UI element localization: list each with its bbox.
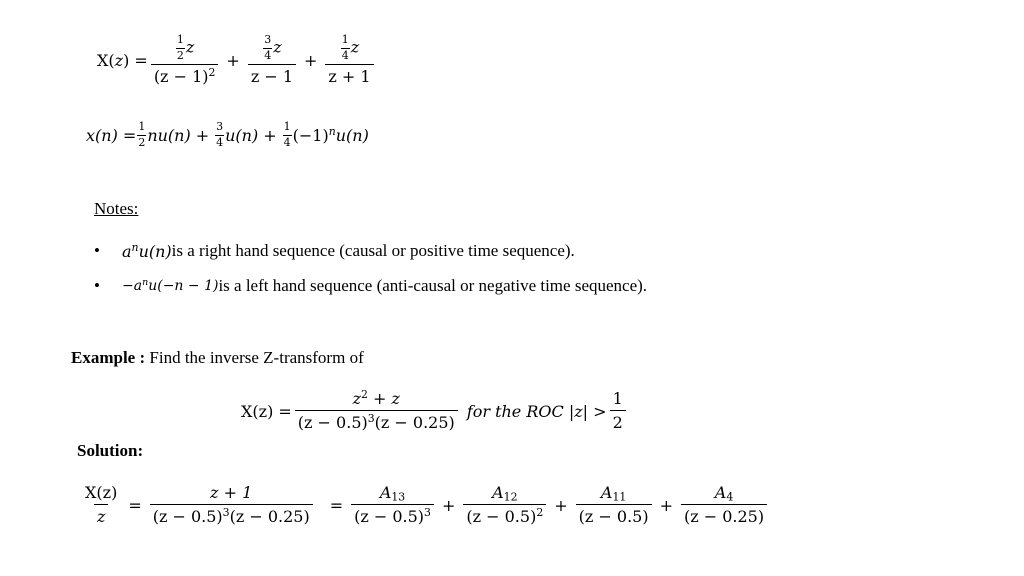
eq3-lhs: X(z) = <box>241 401 292 421</box>
eq4-lhs-fraction: $\frac{X(z)}{z}$ <box>85 483 118 527</box>
eq1-lhs: X(z) = <box>97 50 148 70</box>
eq1-term2: $\frac{3}{4}$ z z − 1 <box>248 34 296 87</box>
eq2-term2: u(n) <box>225 125 259 145</box>
eq1-term3-coef: $\frac{1}{4}$ <box>341 33 349 62</box>
eq1-term2-coef: $\frac{3}{4}$ <box>264 33 272 62</box>
notes-item-2 <box>94 276 647 296</box>
eq2-term1: nu(n) <box>147 125 191 145</box>
equation-example-xz <box>241 390 629 433</box>
eq1-term1-coef: $\frac{1}{2}$ <box>176 33 184 62</box>
example-label: Example : <box>71 348 146 367</box>
eq3-roc-fraction: $\frac{1}{2}$ <box>610 390 626 433</box>
bullet-icon: • <box>94 276 100 295</box>
eq1-term3: $\frac{1}{4}$ z z + 1 <box>325 34 373 87</box>
notes-item-1 <box>94 241 575 261</box>
eq4-term-a13: $\frac{A_{13}}{(z - 0.5)^3}$ <box>351 484 434 527</box>
eq2-coef2: $\frac{3}{4}$ <box>216 120 224 149</box>
equation-xn-inverse: x(n) = $\frac{1}{2}$ nu(n) + $\frac{3}{4}$ u(n) + $\frac{1}{4}$ $(-1)^nu(n)$ <box>86 120 369 149</box>
eq4-term-a12: $\frac{A_{12}}{(z - 0.5)^2}$ <box>463 484 546 527</box>
bullet-icon: • <box>94 241 100 260</box>
example-line <box>71 348 364 368</box>
eq2-coef3: $\frac{1}{4}$ <box>283 120 291 149</box>
eq2-lhs: x(n) = <box>86 125 137 145</box>
eq4-term-a11: $\frac{A_{11}}{(z - 0.5)}$ <box>576 484 652 527</box>
eq3-fraction: $\frac{z^2 + z}{(z - 0.5)^3(z - 0.25)}$ <box>295 390 458 433</box>
eq1-term1: $\frac{1}{2}$ z $(z - 1)^2$ <box>151 34 219 87</box>
notes-heading: Notes: <box>94 199 139 218</box>
notes-item-2-text: is a left hand sequence (anti-causal or negative time sequence). <box>218 276 648 295</box>
eq4-term-a4: $\frac{A_4}{(z - 0.25)}$ <box>681 484 767 527</box>
eq3-roc: for the ROC |z| > <box>466 401 607 421</box>
eq4-mid-fraction: $\frac{z + 1}{(z - 0.5)^3(z - 0.25)}$ <box>150 484 313 527</box>
solution-label: Solution: <box>77 441 144 460</box>
example-text: Find the inverse Z-transform of <box>149 348 364 367</box>
eq2-coef1: $\frac{1}{2}$ <box>138 120 146 149</box>
notes-item-1-math: $a^nu(n)$ <box>122 240 172 261</box>
notes-item-2-math: $-a^nu(-n - 1)$ <box>122 276 219 294</box>
equation-xz-partial-fractions: X(z) = $\frac{1}{2}$ z $(z - 1)^2$ + $\frac{3}{4}$ z z − 1 + $\frac{1}{4}$ z z + 1 <box>97 34 377 87</box>
equation-partial-expansion: $\frac{X(z)}{z}$ = $\frac{z + 1}{(z - 0.5)^3(z - 0.25)}$ = $\frac{A_{13}}{(z - 0.5)^3}$ + $\frac{A_{12}}{(z - 0.5)^2}$ + $\frac{A_{11}}{(z - 0.5)}$ + $\frac{A_4}{(z - 0.25)}$ <box>79 484 770 527</box>
eq2-term3: $(-1)^nu(n)$ <box>292 124 369 145</box>
notes-item-1-text: is a right hand sequence (causal or positive time sequence). <box>171 241 575 260</box>
